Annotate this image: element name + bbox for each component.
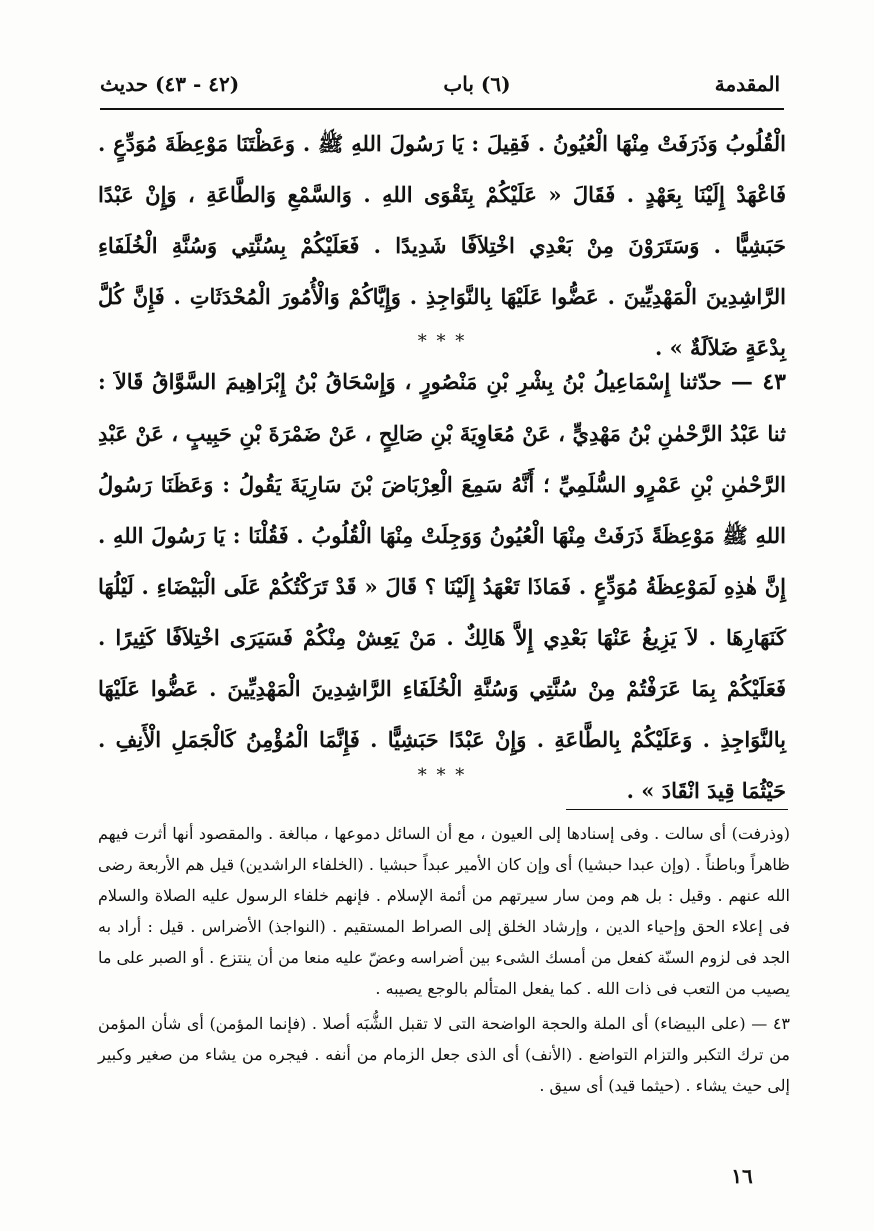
footnotes (98, 818, 790, 1101)
hadith-range: (٤٢ - ٤٣) حديث (100, 72, 240, 96)
chapter-label: (٦) باب (443, 72, 511, 96)
footnote-42: (وذرفت) أى سالت . وفى إسنادها إلى العيون ، مع أن السائل دموعها ، مبالغة . والمقصود أنها أثرت فيهم ظاهراً وباطناً . (وإن عبدا حبشيا) أى وإن كان الأمير عبداً حبشيا . (الخلفاء الراشدين) قيل هم الأربعة رضى الله عنهم . وقيل : بل هم ومن سار سيرتهم من أئمة الإسلام . فإنهم خلفاء الرسول عليه الصلاة والسلام فى إعلاء الحق وإحياء الدين ، وإرشاد الخلق إلى الصراط المستقيم . (النواجذ) الأضراس . قيل : أراد به الجد فى لزوم السنّة كفعل من أمسك الشىء بين أضراسه وعضّ عليه منعا من أن ينتزع . أو الصبر على ما يصيب من التعب فى ذات الله . كما يفعل المتألم بالوجع يصيبه . (98, 824, 791, 998)
hadith-42-text: الْقُلُوبُ وَذَرَفَتْ مِنْهَا الْعُيُونُ . فَقِيلَ : يَا رَسُولَ اللهِ ﷺ . وَعَظْتَنَا مَوْعِظَةَ مُوَدِّعٍ . فَاعْهَدْ إِلَيْنَا بِعَهْدٍ . فَقَالَ « عَلَيْكُمْ بِتَقْوَى اللهِ . وَالسَّمْعِ وَالطَّاعَةِ ، وَإِنْ عَبْدًا حَبَشِيًّا . وَسَتَرَوْنَ مِنْ بَعْدِي اخْتِلاَفًا شَدِيدًا . فَعَلَيْكُمْ بِسُنَّتِي وَسُنَّةِ الْخُلَفَاءِ الرَّاشِدِينَ الْمَهْدِيِّينَ . عَضُّوا عَلَيْهَا بِالنَّوَاجِذِ . وَإِيَّاكُمْ وَالْأُمُورَ الْمُحْدَثَاتِ . فَإِنَّ كُلَّ بِدْعَةٍ ضَلاَلَةٌ » . (98, 131, 786, 360)
hadith-43-paragraph (98, 356, 786, 816)
header-rule (100, 108, 784, 110)
hadith-43-block (98, 356, 786, 816)
page-number: ١٦ (731, 1164, 753, 1188)
book-title: المقدمة (714, 72, 780, 96)
footnote-43: ٤٣ — (على البيضاء) أى الملة والحجة الواضحة التى لا تقبل الشُّبَه أصلا . (فإنما المؤمن) أى شأن المؤمن من ترك التكبر والتزام التواضع . (الأنف) أى الذى جعل الزمام من أنفه . فيجره من يشاء من صغير وكبير إلى حيث يشاء . (حيثما قيد) أى سيق . (98, 1014, 790, 1095)
hadith-43-number: ٤٣ — (730, 369, 786, 395)
section-separator-bottom: * * * (417, 765, 467, 786)
footnote-rule (566, 809, 788, 810)
hadith-43-text: حدّثنا إِسْمَاعِيلُ بْنُ بِشْرِ بْنِ مَنْصُورٍ ، وَإِسْحَاقُ بْنُ إِبْرَاهِيمَ السَّوَّاقُ قَالاَ : ثنا عَبْدُ الرَّحْمٰنِ بْنُ مَهْدِيٍّ ، عَنْ مُعَاوِيَةَ بْنِ صَالِحٍ ، عَنْ ضَمْرَةَ بْنِ حَبِيبٍ ، عَنْ عَبْدِ الرَّحْمٰنِ بْنِ عَمْرٍو السُّلَمِيِّ ؛ أَنَّهُ سَمِعَ الْعِرْبَاضَ بْنَ سَارِيَةَ يَقُولُ : وَعَظَنَا رَسُولُ اللهِ ﷺ مَوْعِظَةً ذَرَفَتْ مِنْهَا الْعُيُونُ وَوَجِلَتْ مِنْهَا الْقُلُوبُ . فَقُلْنَا : يَا رَسُولَ اللهِ . إِنَّ هٰذِهِ لَمَوْعِظَةُ مُوَدِّعٍ . فَمَاذَا تَعْهَدُ إِلَيْنَا ؟ قَالَ « قَدْ تَرَكْتُكُمْ عَلَى الْبَيْضَاءِ . لَيْلُهَا كَنَهَارِهَا . لاَ يَزِيغُ عَنْهَا بَعْدِي إِلاَّ هَالِكٌ . مَنْ يَعِشْ مِنْكُمْ فَسَيَرَى اخْتِلاَفًا كَثِيرًا . فَعَلَيْكُمْ بِمَا عَرَفْتُمْ مِنْ سُنَّتِي وَسُنَّةِ الْخُلَفَاءِ الرَّاشِدِينَ الْمَهْدِيِّينَ . عَضُّوا عَلَيْهَا بِالنَّوَاجِذِ . وَعَلَيْكُمْ بِالطَّاعَةِ . وَإِنْ عَبْدًا حَبَشِيًّا . فَإِنَّمَا الْمُؤْمِنُ كَالْجَمَلِ الْأَنِفِ . حَيْثُمَا قِيدَ انْقَادَ » . (98, 369, 786, 803)
running-header (100, 66, 780, 102)
section-separator-top: * * * (417, 331, 467, 352)
